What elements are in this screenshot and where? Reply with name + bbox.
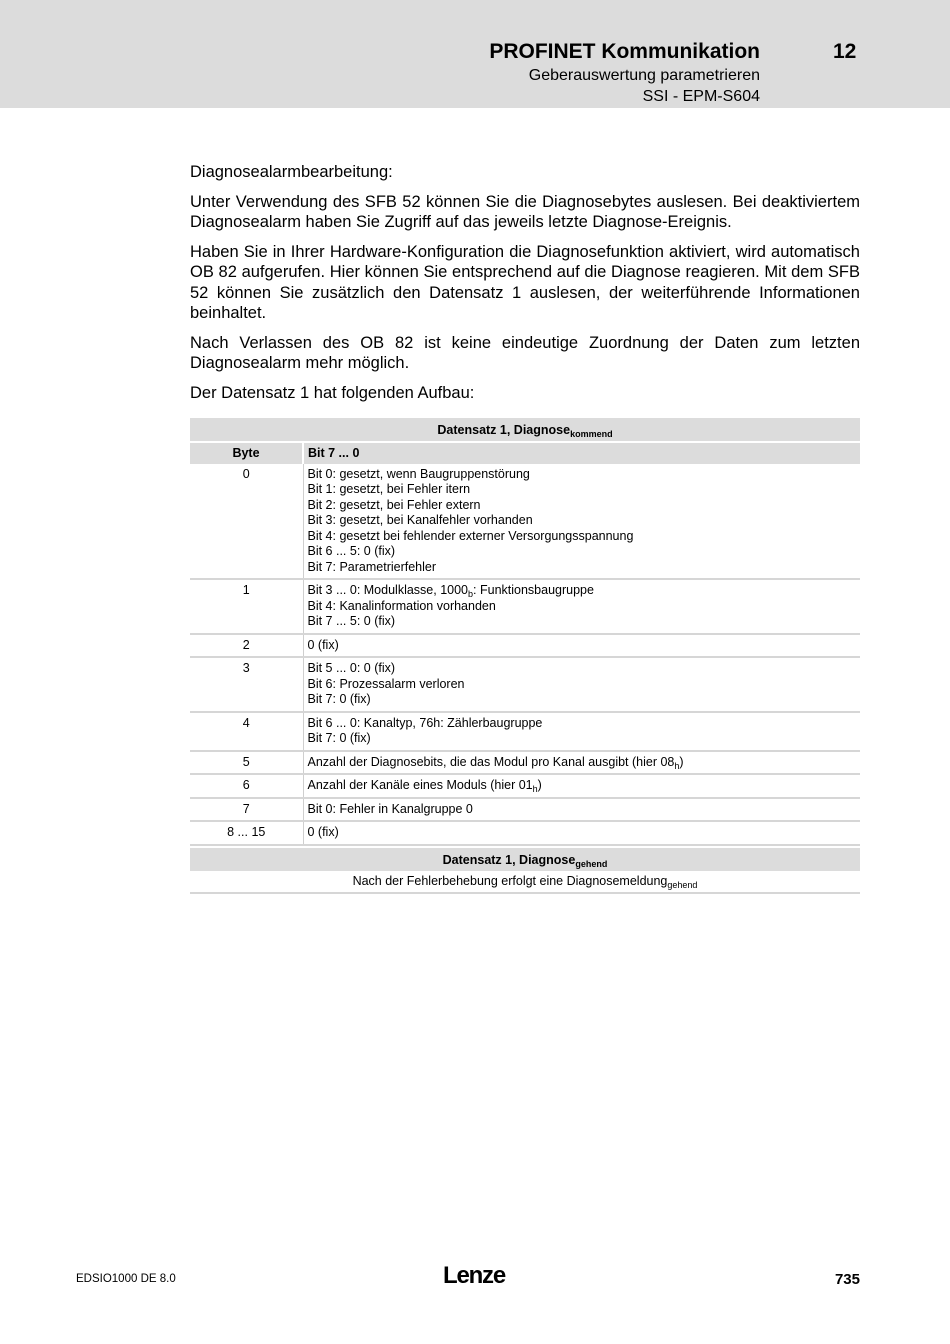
bit-line: Bit 5 ... 0: 0 (fix) (307, 661, 396, 675)
paragraph-4: Der Datensatz 1 hat folgenden Aufbau: (190, 383, 475, 402)
table-caption-row (190, 418, 860, 442)
page-header (0, 0, 950, 108)
bits-cell (303, 751, 860, 775)
page-number: 735 (834, 1271, 860, 1288)
bit-line: 0 (fix) (307, 825, 339, 839)
note-cell: Nach der Fehlerbehebung erfolgt eine Diagnosemeldung$_{gehend}$ (190, 871, 860, 893)
bit-line: Bit 0: gesetzt, wenn Baugruppenstörung (307, 466, 530, 481)
byte-cell: 8 ... 15 (190, 821, 303, 845)
document-id: EDSIO1000 DE 8.0 (76, 1273, 176, 1285)
table-row (190, 464, 860, 580)
body-text (190, 162, 860, 412)
bit-line: Bit 4: Kanalinformation vorhanden (307, 598, 496, 613)
byte-cell: 0 (190, 464, 303, 580)
bits-cell (303, 464, 860, 580)
lenze-logo (436, 1262, 512, 1293)
diagnose-gehend-table (190, 848, 860, 894)
chapter-number: 12 (833, 40, 857, 63)
table-row (190, 871, 860, 893)
table-caption: Datensatz 1, Diagnose$_{kommend}$ (190, 418, 860, 442)
bit-line: Bit 4: gesetzt bei fehlender externer Versorgungsspannung (307, 528, 634, 543)
bit-line: Bit 3 ... 0: Modulklasse, $1000_b$: Funktionsbaugruppe (307, 583, 594, 599)
bit-line: Bit 7: Parametrierfehler (307, 559, 437, 574)
bit-line: Bit 3: gesetzt, bei Kanalfehler vorhanden (307, 513, 533, 527)
bit-line: Bit 6: Prozessalarm verloren (307, 676, 465, 691)
table-row (190, 774, 860, 798)
diagnose-kommend-table (190, 418, 860, 846)
table-row (190, 751, 860, 775)
table-caption-row (190, 848, 860, 871)
table-row (190, 821, 860, 845)
bit-line: Bit 6 ... 5: 0 (fix) (307, 544, 396, 558)
section-heading: Diagnosealarmbearbeitung: (190, 163, 393, 181)
column-header-byte: Byte (190, 442, 303, 464)
header-subtitle-1: Geberauswertung parametrieren (528, 67, 760, 84)
paragraph-1: Unter Verwendung des SFB 52 können Sie die Diagnosebytes auslesen. Bei deaktiviertem Diagnosealarm haben Sie Zugriff auf das jeweils letzte Diagnose-Ereignis. (190, 192, 860, 231)
bit-line: Anzahl der Diagnosebits, die das Modul pro Kanal ausgibt (hier $08_h$) (307, 754, 684, 771)
table-row (190, 634, 860, 658)
bits-cell (303, 712, 860, 751)
column-header-bits: Bit 7 ... 0 (303, 442, 860, 464)
byte-cell: 5 (190, 751, 303, 775)
table-header-row (190, 442, 860, 464)
bit-line: Bit 0: Fehler in Kanalgruppe 0 (307, 801, 473, 816)
byte-cell: 3 (190, 657, 303, 712)
bit-line: Bit 1: gesetzt, bei Fehler itern (307, 482, 471, 496)
bits-cell (303, 821, 860, 845)
table-caption: Datensatz 1, Diagnose$_{gehend}$ (190, 848, 860, 871)
paragraph-3: Nach Verlassen des OB 82 ist keine eindeutige Zuordnung der Daten zum letzten Diagnosealarm mehr möglich. (190, 333, 860, 372)
logo-text: Lenze (442, 1262, 506, 1288)
byte-cell: 2 (190, 634, 303, 658)
header-subtitle-2: SSI - EPM-S604 (642, 88, 760, 105)
lenze-logo-mark (436, 1262, 512, 1288)
table-row (190, 798, 860, 822)
bits-cell (303, 657, 860, 712)
byte-cell: 1 (190, 579, 303, 634)
bit-line: Bit 7: 0 (fix) (307, 731, 371, 745)
paragraph-2: Haben Sie in Ihrer Hardware-Konfiguration die Diagnosefunktion aktiviert, wird automatisch OB 82 aufgerufen. Hier können Sie entsprechend auf die Diagnose reagieren. Mit dem SFB 52 können Sie zusätzlich den Datensatz 1 auslesen, der weiterführende Informationen beinhaltet. (190, 242, 860, 322)
bit-line: Bit 2: gesetzt, bei Fehler extern (307, 497, 481, 512)
bits-cell (303, 774, 860, 798)
bit-line: Bit 7 ... 5: 0 (fix) (307, 614, 396, 628)
byte-cell: 4 (190, 712, 303, 751)
table-row (190, 657, 860, 712)
bit-line: 0 (fix) (307, 637, 339, 652)
bits-cell (303, 634, 860, 658)
bit-line: Anzahl der Kanäle eines Moduls (hier $01_h$) (307, 778, 542, 794)
bits-cell (303, 579, 860, 634)
bit-line: Bit 7: 0 (fix) (307, 692, 371, 706)
bit-line: Bit 6 ... 0: Kanaltyp, 76h: Zählerbaugruppe (307, 715, 543, 730)
byte-cell: 6 (190, 774, 303, 798)
bits-cell (303, 798, 860, 822)
byte-cell: 7 (190, 798, 303, 822)
table-row (190, 712, 860, 751)
header-title: PROFINET Kommunikation (489, 40, 760, 63)
table-row (190, 579, 860, 634)
